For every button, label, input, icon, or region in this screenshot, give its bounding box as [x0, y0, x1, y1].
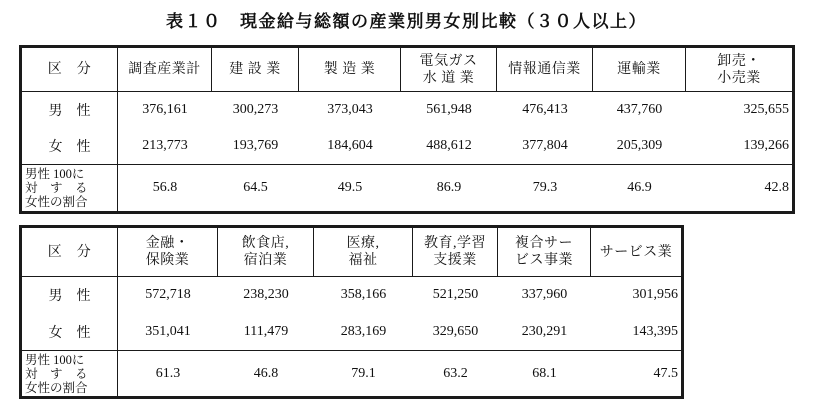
female-value-cell: 230,291	[521, 323, 568, 339]
value-column	[314, 277, 413, 350]
male-value-cell: 572,718	[145, 287, 191, 303]
column-header-medical-welfare: 医療, 福祉	[314, 228, 413, 276]
wage-table-service-industries	[19, 225, 684, 399]
value-column	[497, 92, 593, 164]
ratio-value-cell: 46.8	[253, 365, 279, 381]
female-value-cell: 329,650	[432, 323, 479, 339]
ratio-value-cell: 64.5	[243, 180, 268, 195]
corner-header	[22, 48, 118, 91]
value-column	[299, 92, 401, 164]
table1-ratio-row	[22, 165, 792, 211]
column-header-utilities: 電気ガス 水 道 業	[401, 48, 497, 91]
female-value-cell: 111,479	[243, 323, 289, 339]
male-value-cell: 561,948	[426, 102, 472, 117]
ratio-value-cell: 68.1	[532, 365, 557, 381]
male-value-cell: 358,166	[340, 287, 387, 303]
corner-header-label: 区 分	[47, 62, 92, 77]
column-header-manufacturing: 製 造 業	[299, 48, 401, 91]
column-header-services: サービス業	[599, 244, 673, 260]
ratio-row-label: 男性 100に 対 す る 女性の割合	[22, 165, 118, 211]
male-value-cell: 437,760	[616, 102, 663, 117]
male-value-cell: 300,273	[232, 102, 279, 117]
ratio-value-cell: 86.9	[436, 180, 462, 195]
value-column	[413, 277, 498, 350]
male-value-cell: 476,413	[522, 102, 568, 117]
table2-header-row	[22, 228, 681, 277]
ratio-value-cell: 79.3	[532, 180, 558, 195]
ratio-value-cell: 56.8	[152, 180, 178, 195]
page-title: 表１０ 現金給与総額の産業別男女別比較（３０人以上）	[166, 12, 647, 31]
value-column	[118, 92, 212, 164]
male-value-cell: 376,161	[142, 102, 188, 117]
ratio-value-cell: 47.5	[653, 365, 678, 381]
value-column	[218, 277, 314, 350]
column-header-transport: 運輸業	[593, 48, 686, 91]
male-value-cell: 325,655	[743, 102, 789, 117]
table2-row-labels	[22, 277, 118, 350]
female-row-label: 女 性	[48, 325, 91, 341]
corner-header	[22, 228, 118, 276]
female-row-label: 女 性	[48, 140, 91, 155]
wage-table-primary-industries	[19, 45, 795, 214]
female-value-cell: 377,804	[522, 138, 568, 153]
column-header-survey-total: 調査産業計	[118, 48, 212, 91]
column-header-information: 情報通信業	[497, 48, 593, 91]
male-value-cell: 373,043	[327, 102, 373, 117]
male-row-label: 男 性	[48, 289, 91, 305]
male-value-cell: 337,960	[521, 287, 568, 303]
female-value-cell: 184,604	[327, 138, 373, 153]
column-header-compound-services: 複合サー ビス事業	[498, 228, 591, 276]
ratio-value-cell: 42.8	[764, 180, 789, 195]
table1-row-labels	[22, 92, 118, 164]
value-column	[118, 277, 218, 350]
table2-ratio-row	[22, 351, 681, 396]
male-value-cell: 238,230	[243, 287, 289, 303]
value-column	[498, 277, 591, 350]
ratio-value-cell: 63.2	[443, 365, 468, 381]
ratio-value-cell: 46.9	[627, 180, 652, 195]
ratio-value-cell: 79.1	[351, 365, 376, 381]
male-value-cell: 301,956	[632, 287, 678, 303]
value-column	[591, 277, 681, 350]
female-value-cell: 205,309	[616, 138, 663, 153]
value-column	[686, 92, 792, 164]
female-value-cell: 139,266	[743, 138, 789, 153]
value-column	[593, 92, 686, 164]
female-value-cell: 283,169	[340, 323, 387, 339]
ratio-value-cell: 49.5	[337, 180, 363, 195]
table2-data-rows	[22, 277, 681, 351]
female-value-cell: 213,773	[142, 138, 188, 153]
corner-header-label: 区 分	[47, 244, 92, 260]
female-value-cell: 193,769	[232, 138, 279, 153]
table1-data-rows	[22, 92, 792, 165]
female-value-cell: 143,395	[632, 323, 678, 339]
male-row-label: 男 性	[48, 104, 91, 119]
column-header-construction: 建 設 業	[212, 48, 299, 91]
ratio-row-label: 男性 100に 対 す る 女性の割合	[22, 351, 118, 396]
ratio-value-cell: 61.3	[155, 365, 181, 381]
column-header-finance-insurance: 金融・ 保険業	[118, 228, 218, 276]
value-column	[212, 92, 299, 164]
male-value-cell: 521,250	[432, 287, 479, 303]
female-value-cell: 351,041	[145, 323, 191, 339]
value-column	[401, 92, 497, 164]
table1-header-row	[22, 48, 792, 92]
column-header-education-learning: 教育,学習 支援業	[413, 228, 498, 276]
column-header-restaurants-hotels: 飲食店, 宿泊業	[218, 228, 314, 276]
column-header-wholesale-retail: 卸売・ 小売業	[717, 53, 761, 86]
female-value-cell: 488,612	[426, 138, 472, 153]
